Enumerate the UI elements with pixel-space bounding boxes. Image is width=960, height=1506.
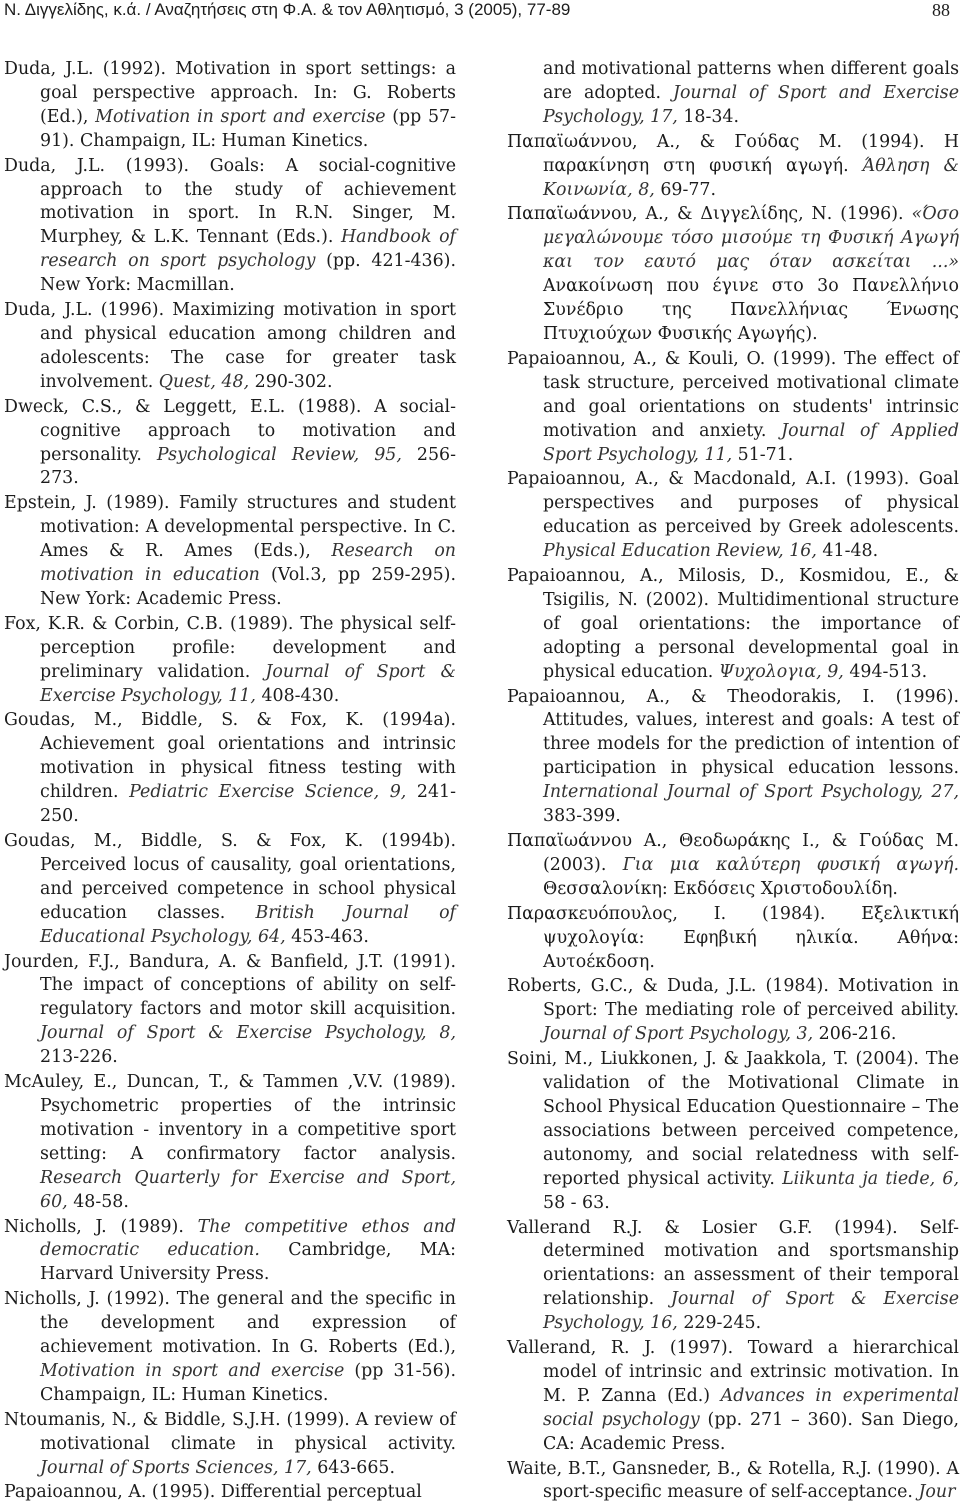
reference-source-italic: Journal of Sport & Exercise Psychology, 11, — [40, 661, 457, 706]
reference-source-italic: British Journal of Educational Psychology, 64, — [40, 902, 456, 947]
reference-entry — [507, 1217, 959, 1337]
reference-entry — [4, 951, 456, 1071]
reference-entry — [507, 58, 959, 130]
reference-text: Vallerand, R. J. (1997). Toward a hierarchical model of intrinsic and extrinsic motivation. In M. P. Zanna (Ed.) — [507, 1338, 959, 1406]
reference-entry — [4, 396, 456, 492]
reference-pages: 256-273. — [40, 444, 456, 489]
reference-text: Papaioannou, A., & Kouli, O. (1999). The effect of task structure, perceived motivational climate and goal orientations on students' intrinsic motivation and anxiety. — [507, 348, 959, 441]
reference-text: and motivational patterns when different goals are adopted. — [543, 59, 959, 103]
reference-text: Papaioannou, A., & Macdonald, A.I. (1993). Goal perspectives and purposes of physical education as perceived by Greek adolescents. — [507, 469, 959, 538]
reference-entry — [4, 1071, 456, 1214]
reference-pages: Cambridge, MA: Harvard University Press. — [40, 1240, 456, 1285]
reference-entry — [4, 709, 456, 829]
reference-source-italic: Ψυχολογια, 9, — [718, 661, 844, 682]
reference-entry — [4, 1216, 456, 1288]
reference-entry — [4, 492, 456, 612]
reference-source-italic: Journal of Sports Sciences, 17, — [40, 1457, 312, 1478]
reference-text: Soini, M., Liukkonen, J. & Jaakkola, T. (2004). The validation of the Motivational Climate in School Physical Education Questionnaire – The associations between perceived competence, autonomy, and social relatedness with self-reported physical activity. — [507, 1049, 959, 1189]
reference-source-italic: Research Quarterly for Exercise and Sport, 60, — [40, 1167, 456, 1212]
reference-text: Παπαϊωάννου, Α., & Γούδας Μ. (1994). Η παρακίνηση στη φυσική αγωγή. — [507, 131, 959, 176]
reference-text: McAuley, E., Duncan, T., & Tammen ,V.V. (1989). Psychometric properties of the intrinsic motivation - inventory in a competitive sport setting: A confirmatory factor analysis. — [4, 1072, 456, 1164]
reference-text: Roberts, G.C., & Duda, J.L. (1984). Motivation in Sport: The mediating role of perceived ability. — [507, 976, 959, 1021]
reference-pages: 18-34. — [677, 106, 739, 127]
reference-source-italic: Άθληση & Κοινωνία, 8, — [543, 155, 959, 200]
reference-pages: 58 - 63. — [543, 1192, 610, 1213]
reference-pages: 213-226. — [40, 1047, 118, 1068]
reference-text: Nicholls, J. (1989). — [4, 1216, 198, 1237]
reference-source-italic: Journal of Sport & Exercise Psychology, 16, — [543, 1289, 959, 1334]
running-title: Ν. Διγγελίδης, κ.ά. / Αναζητήσεις στη Φ.Α. & τον Αθλητισμό, 3 (2005), 77-89 — [4, 0, 571, 19]
reference-source-italic: Για μια καλύτερη φυσική αγωγή. — [622, 854, 959, 875]
reference-entry — [507, 975, 959, 1047]
reference-pages: Θεσσαλονίκη: Εκδόσεις Χριστοδουλίδη. — [543, 878, 898, 899]
reference-source-italic: Liikunta ja tiede, 6, — [782, 1168, 960, 1189]
reference-text: Παρασκευόπουλος, Ι. (1984). Εξελικτική ψυχολογία: Εφηβική ηλικία. Αθήνα: Αυτοέκδοση. — [507, 903, 959, 972]
reference-source-italic: The competitive ethos and democratic education. — [40, 1216, 457, 1261]
reference-text: Dweck, C.S., & Leggett, E.L. (1988). A social-cognitive approach to motivation and personality. — [4, 396, 456, 465]
reference-entry — [507, 348, 959, 468]
reference-text: Duda, J.L. (1993). Goals: A social-cognitive approach to the study of achievement motivation in sport. In R.N. Singer, M. Murphey, & L.K. Tennant (Eds.). — [4, 155, 456, 248]
reference-entry — [4, 1481, 456, 1505]
reference-source-italic: Journal of Applied Sport Psychology, 11, — [543, 420, 959, 465]
reference-source-italic: Pediatric Exercise Science, 9, — [129, 782, 407, 803]
reference-source-italic: Motivation in sport and exercise — [40, 1360, 345, 1381]
reference-text: Duda, J.L. (1992). Motivation in sport settings: a goal perspective approach. In: G. Roberts (Ed.), — [4, 59, 456, 127]
reference-entry — [507, 1337, 959, 1457]
reference-pages: 48-58. — [67, 1191, 129, 1212]
reference-pages: 229-245. — [677, 1313, 762, 1334]
reference-entry — [507, 830, 959, 902]
reference-text: Papaioannou, A. (1995). Differential perceptual — [4, 1482, 422, 1503]
references-left-column — [4, 58, 456, 1506]
reference-source-italic: Jour — [918, 1482, 956, 1503]
reference-entry — [507, 903, 959, 975]
reference-text: Nicholls, J. (1992). The general and the specific in the development and expression of achievement motivation. In G. Roberts (Ed.), — [4, 1289, 456, 1358]
reference-source-italic: Advances in experimental social psychology — [543, 1385, 959, 1430]
reference-text: Jourden, F.J., Bandura, A. & Banfield, J.T. (1991). The impact of conceptions of ability on self-regulatory factors and motor skill acquisition. — [4, 951, 456, 1020]
reference-text: Fox, K.R. & Corbin, C.B. (1989). The physical self-perception profile: development and preliminary validation. — [4, 613, 456, 682]
reference-source-italic: Quest, 48, — [158, 371, 250, 392]
reference-source-italic: «Όσο μεγαλώνουμε τόσο μισούμε τη Φυσική Αγωγή και τον εαυτό μας όταν ασκείται ...» — [543, 204, 959, 273]
reference-entry — [507, 468, 959, 564]
reference-entry — [4, 1409, 456, 1481]
reference-text: Papaioannou, A., & Theodorakis, I. (1996). Attitudes, values, interest and goals: A test of three models for the prediction of intention of participation in physical education lessons. — [507, 686, 959, 779]
reference-source-italic: Psychological Review, 95, — [156, 444, 402, 465]
reference-entry — [4, 1288, 456, 1408]
reference-entry — [4, 613, 456, 709]
reference-pages: (Vol.3, pp 259-295). New York: Academic Press. — [40, 565, 456, 609]
reference-entry — [507, 131, 959, 203]
reference-pages: 69-77. — [654, 179, 717, 200]
reference-text: Goudas, M., Biddle, S. & Fox, K. (1994a). Achievement goal orientations and intrinsic motivation in physical fitness testing with children. — [4, 710, 456, 803]
reference-source-italic: International Journal of Sport Psychology, 27, — [543, 782, 959, 803]
reference-text: Epstein, J. (1989). Family structures and student motivation: A developmental perspective. In C. Ames & R. Ames (Eds.), — [4, 493, 456, 562]
reference-text: Vallerand R.J. & Losier G.F. (1994). Self-determined motivation and sportsmanship orientations: an assessment of their temporal relationship. — [507, 1217, 959, 1310]
reference-source-italic: Journal of Sport Psychology, 3, — [543, 1024, 814, 1045]
reference-pages: 41-48. — [816, 541, 879, 562]
reference-source-italic: Handbook of research on sport psychology — [40, 227, 456, 272]
reference-pages: Ανακοίνωση που έγινε στο 3ο Πανελλήνιο Συνέδριο της Πανελλήνιας Ένωσης Πτυχιούχων Φυσικής Αγωγής). — [543, 276, 959, 344]
reference-pages: (pp 57-91). Champaign, IL: Human Kinetics. — [40, 106, 456, 151]
page-number: 88 — [932, 0, 950, 20]
page-header — [4, 0, 956, 24]
reference-text: Papaioannou, A., Milosis, D., Kosmidou, E., & Tsigilis, N. (2002). Multidimentional structure of goal orientations: the importance of adopting a personal developmental goal in physical education. — [507, 566, 959, 682]
reference-source-italic: Journal of Sport & Exercise Psychology, 8, — [40, 1023, 456, 1044]
reference-entry — [507, 1458, 959, 1506]
reference-entry — [507, 1048, 959, 1215]
reference-source-italic: Research on motivation in education — [40, 541, 456, 586]
reference-pages: 494-513. — [843, 661, 928, 682]
reference-pages: 408-430. — [255, 685, 340, 706]
reference-entry — [507, 565, 959, 685]
reference-text: Παπαϊωάννου, Α., & Διγγελίδης, Ν. (1996). — [507, 204, 912, 225]
reference-text: Παπαϊωάννου Α., Θεοδωράκης Ι., & Γούδας Μ. (2003). — [507, 831, 959, 875]
reference-pages: (pp 31-56). Champaign, IL: Human Kinetics. — [40, 1360, 456, 1405]
reference-entry — [4, 830, 456, 950]
reference-text: Duda, J.L. (1996). Maximizing motivation in sport and physical education among children and adolescents: The case for greater task involvement. — [4, 300, 456, 392]
reference-pages: 51-71. — [732, 444, 794, 465]
reference-text: Waite, B.T., Gansneder, B., & Rotella, R.J. (1990). A sport-specific measure of self-acceptance. — [507, 1458, 959, 1503]
reference-pages: 241-250. — [40, 782, 456, 827]
reference-pages: (pp. 421-436). New York: Macmillan. — [40, 251, 456, 296]
reference-pages: 206-216. — [813, 1024, 897, 1045]
reference-text: Goudas, M., Biddle, S. & Fox, K. (1994b). Perceived locus of causality, goal orientations, and perceived competence in school physical education classes. — [4, 831, 456, 923]
reference-pages: 290-302. — [249, 371, 333, 392]
reference-entry — [4, 299, 456, 395]
reference-entry — [507, 686, 959, 829]
reference-entry — [4, 58, 456, 154]
reference-source-italic: Motivation in sport and exercise — [95, 106, 386, 127]
reference-text: Ntoumanis, N., & Biddle, S.J.H. (1999). A review of motivational climate in physical activity. — [4, 1409, 456, 1454]
reference-entry — [4, 155, 456, 298]
reference-entry — [507, 203, 959, 346]
reference-source-italic: Physical Education Review, 16, — [543, 541, 817, 562]
reference-pages: 643-665. — [311, 1457, 396, 1478]
reference-pages: (pp. 271 – 360). San Diego, CA: Academic Press. — [543, 1409, 959, 1454]
references-right-column — [507, 58, 959, 1506]
reference-source-italic: Journal of Sport and Exercise Psychology, 17, — [543, 82, 959, 127]
reference-pages: 383-399. — [543, 806, 621, 827]
reference-pages: 453-463. — [285, 926, 369, 947]
